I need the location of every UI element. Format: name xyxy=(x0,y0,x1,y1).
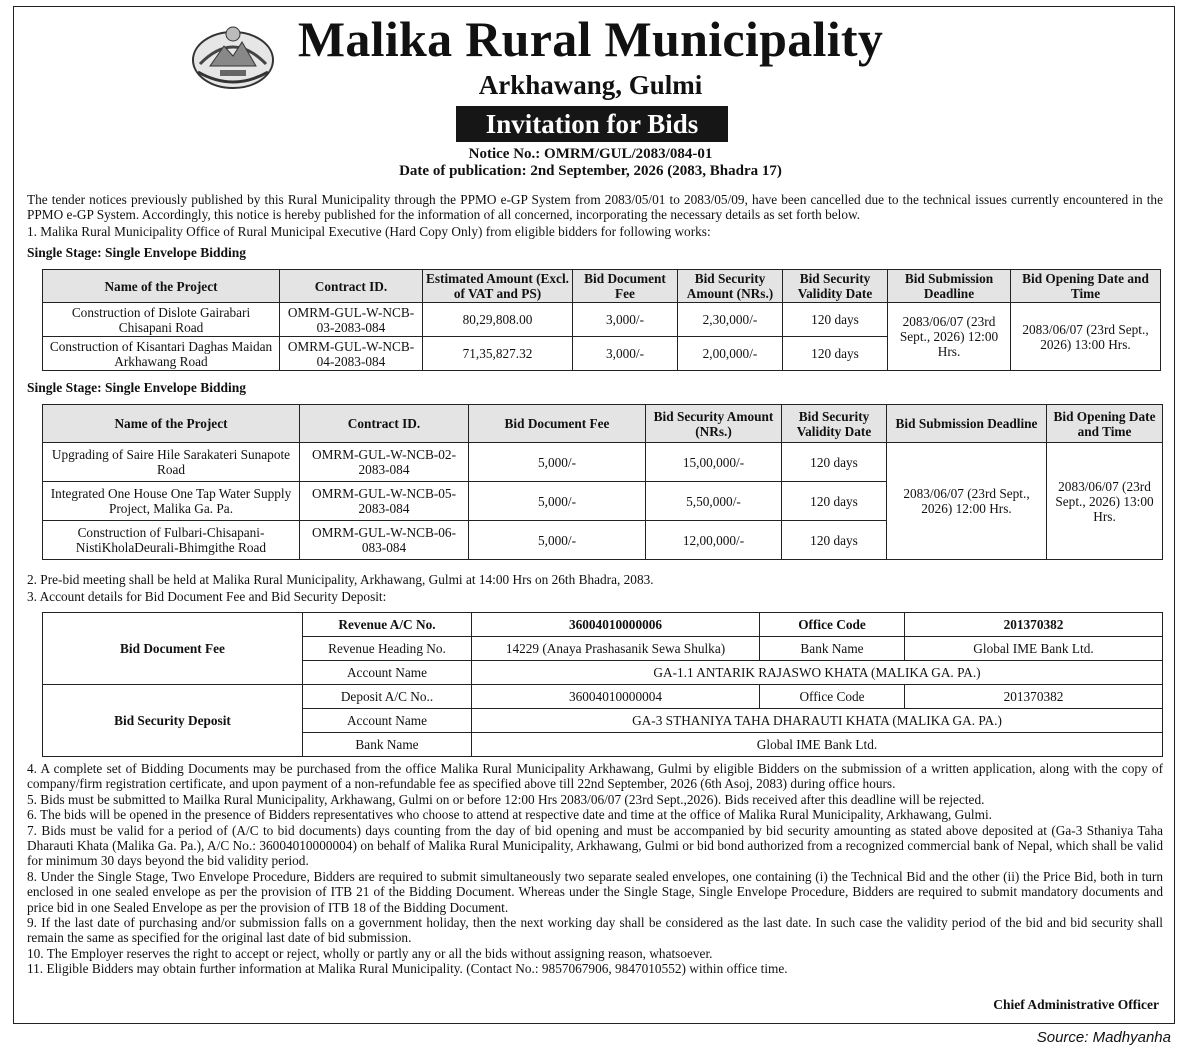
cell: 120 days xyxy=(783,303,888,337)
cell: Bank Name xyxy=(303,733,472,757)
point-5: 5. Bids must be submitted to Mailka Rural Municipality, Arkhawang, Gulmi on or before 12:00 Hrs 2083/06/07 (23rd Sept.,2026). Bids received after this deadline will be rejected. xyxy=(27,791,985,807)
cell: Office Code xyxy=(760,613,905,637)
point-8: 8. Under the Single Stage, Two Envelope Procedure, Bidders are required to submit simultaneously two separate sealed envelopes, one containing (i) the Technical Bid and the other (ii) the Price Bid, both in turn enclosed in one sealed envelope as per the provision of ITB 21 of the Bidding Document. Whereas under the Single Stage, Single Envelope Procedure, Bidders are required to submit mandatory documents and price bid in one Sealed Envelope as per the provision of ITB 18 of the Bidding Document. xyxy=(27,868,1163,915)
point-3: 3. Account details for Bid Document Fee and Bid Security Deposit: xyxy=(27,589,387,604)
cell: 80,29,808.00 xyxy=(423,303,573,337)
cell: 120 days xyxy=(783,337,888,371)
col-opening: Bid Opening Date and Time xyxy=(1011,270,1161,303)
cell: 5,000/- xyxy=(469,443,646,482)
cell: GA-3 STHANIYA TAHA DHARAUTI KHATA (MALIKA GA. PA.) xyxy=(472,709,1163,733)
table-row xyxy=(43,613,1163,637)
source-credit: Source: Madhyanha xyxy=(1036,1029,1171,1046)
table1-heading: Single Stage: Single Envelope Bidding xyxy=(27,245,247,260)
col-validity: Bid Security Validity Date xyxy=(782,405,887,443)
cell: 36004010000006 xyxy=(472,613,760,637)
cell: 2,00,000/- xyxy=(678,337,783,371)
point-6: 6. The bids will be opened in the presence of Bidders representatives who choose to attend at respective date and time at the office of Malika Rural Municipality, Arkhawang, Gulmi. xyxy=(27,807,992,823)
cell: Construction of Fulbari-Chisapani-NistiKholaDeurali-Bhimgithe Road xyxy=(43,521,300,560)
cell: Office Code xyxy=(760,685,905,709)
cell: Account Name xyxy=(303,709,472,733)
cell: OMRM-GUL-W-NCB-06-083-084 xyxy=(300,521,469,560)
point-7: 7. Bids must be valid for a period of (A/C to bid documents) days counting from the day of bid opening and must be accompanied by bid security amounting as stated above deposited at (Ga-3 Sthaniya Taha Dharauti Khata (Malika Ga. Pa.), A/C No.: 36004010000004) on behalf of Malika Rural Municipality, Arkhawang, Gulmi or bid bond authorized from a recognized commercial bank of Nepal, which shall be valid for minimum 30 days beyond the bid validity period. xyxy=(27,822,1163,869)
point-9: 9. If the last date of purchasing and/or submission falls on a government holiday, then the next working day shall be considered as the last date. In such case the validity period of the bid and bid security shall remain the same as specified for the original last date of bid submission. xyxy=(27,915,1163,946)
notice-number: Notice No.: OMRM/GUL/2083/084-01 xyxy=(468,146,713,162)
cell: Deposit A/C No.. xyxy=(303,685,472,709)
cell: Bank Name xyxy=(760,637,905,661)
bids-table-1 xyxy=(42,269,1161,371)
invitation-banner: Invitation for Bids xyxy=(456,106,728,142)
cell: 2,30,000/- xyxy=(678,303,783,337)
deadline-cell: 2083/06/07 (23rd Sept., 2026) 12:00 Hrs. xyxy=(888,303,1011,371)
intro-paragraph: The tender notices previously published by this Rural Municipality through the PPMO e-GP System from 2083/05/01 to 2083/05/09, have been cancelled due to the technical issues currently encountered in the PPMO e-GP System. Accordingly, this notice is hereby published for the information of all concerned, incorporating the necessary details as set forth below. xyxy=(27,192,1163,223)
col-doc-fee: Bid Document Fee xyxy=(573,270,678,303)
point-10: 10. The Employer reserves the right to accept or reject, wholly or partly any or all the bids without assigning reason, whatsoever. xyxy=(27,945,713,961)
cell: Account Name xyxy=(303,661,472,685)
cell: Construction of Dislote Gairabari Chisapani Road xyxy=(43,303,280,337)
cell: Global IME Bank Ltd. xyxy=(905,637,1163,661)
table2-heading: Single Stage: Single Envelope Bidding xyxy=(27,380,247,395)
cell: 71,35,827.32 xyxy=(423,337,573,371)
cell: 5,50,000/- xyxy=(646,482,782,521)
cell: 120 days xyxy=(782,482,887,521)
table-row xyxy=(43,685,1163,709)
opening-cell: 2083/06/07 (23rd Sept., 2026) 13:00 Hrs. xyxy=(1011,303,1161,371)
opening-cell: 2083/06/07 (23rd Sept., 2026) 13:00 Hrs. xyxy=(1047,443,1163,560)
notice-info xyxy=(0,146,1181,180)
cell: Global IME Bank Ltd. xyxy=(472,733,1163,757)
cell: 120 days xyxy=(782,443,887,482)
point-4: 4. A complete set of Bidding Documents may be purchased from the office Malika Rural Municipality Arkhawang, Gulmi by eligible Bidders on the submission of a written application, along with the copy of company/firm registration certificate, and upon payment of a non-refundable fee as specified above till 22nd September, 2026 (6th Asoj, 2083) during office hours. xyxy=(27,761,1163,792)
cell: OMRM-GUL-W-NCB-04-2083-084 xyxy=(280,337,423,371)
cell: OMRM-GUL-W-NCB-03-2083-084 xyxy=(280,303,423,337)
cell: Revenue Heading No. xyxy=(303,637,472,661)
signature: Chief Administrative Officer xyxy=(993,997,1159,1012)
fee-label: Bid Document Fee xyxy=(43,613,303,685)
col-estimate: Estimated Amount (Excl. of VAT and PS) xyxy=(423,270,573,303)
col-doc-fee: Bid Document Fee xyxy=(469,405,646,443)
cell: 201370382 xyxy=(905,613,1163,637)
col-project: Name of the Project xyxy=(43,270,280,303)
cell: 14229 (Anaya Prashasanik Sewa Shulka) xyxy=(472,637,760,661)
page-title: Malika Rural Municipality xyxy=(297,11,884,67)
point-1: 1. Malika Rural Municipality Office of Rural Municipal Executive (Hard Copy Only) from eligible bidders for following works: xyxy=(27,224,711,239)
publication-date: Date of publication: 2nd September, 2026 (2083, Bhadra 17) xyxy=(399,163,782,179)
col-security: Bid Security Amount (NRs.) xyxy=(678,270,783,303)
cell: OMRM-GUL-W-NCB-02-2083-084 xyxy=(300,443,469,482)
cell: 3,000/- xyxy=(573,303,678,337)
cell: 12,00,000/- xyxy=(646,521,782,560)
table-row xyxy=(43,443,1163,482)
cell: Construction of Kisantari Daghas Maidan Arkhawang Road xyxy=(43,337,280,371)
bids-table-2 xyxy=(42,404,1163,560)
cell: OMRM-GUL-W-NCB-05-2083-084 xyxy=(300,482,469,521)
col-contract: Contract ID. xyxy=(300,405,469,443)
cell: Revenue A/C No. xyxy=(303,613,472,637)
table-header-row xyxy=(43,270,1161,303)
cell: 5,000/- xyxy=(469,482,646,521)
point-11: 11. Eligible Bidders may obtain further information at Malika Rural Municipality. (Contact No.: 9857067906, 9847010552) within office time. xyxy=(27,961,788,977)
cell: 201370382 xyxy=(905,685,1163,709)
col-validity: Bid Security Validity Date xyxy=(783,270,888,303)
col-project: Name of the Project xyxy=(43,405,300,443)
col-contract: Contract ID. xyxy=(280,270,423,303)
col-opening: Bid Opening Date and Time xyxy=(1047,405,1163,443)
table-header-row xyxy=(43,405,1163,443)
deposit-label: Bid Security Deposit xyxy=(43,685,303,757)
points-list xyxy=(27,761,1163,977)
cell: 36004010000004 xyxy=(472,685,760,709)
deadline-cell: 2083/06/07 (23rd Sept., 2026) 12:00 Hrs. xyxy=(887,443,1047,560)
point-2: 2. Pre-bid meeting shall be held at Malika Rural Municipality, Arkhawang, Gulmi at 14:00 Hrs on 26th Bhadra, 2083. xyxy=(27,572,654,587)
cell: 5,000/- xyxy=(469,521,646,560)
cell: 15,00,000/- xyxy=(646,443,782,482)
table-row xyxy=(43,303,1161,337)
cell: Upgrading of Saire Hile Sarakateri Sunapote Road xyxy=(43,443,300,482)
page-subtitle: Arkhawang, Gulmi xyxy=(478,70,703,100)
account-details-table xyxy=(42,612,1163,757)
cell: 120 days xyxy=(782,521,887,560)
col-security: Bid Security Amount (NRs.) xyxy=(646,405,782,443)
cell: 3,000/- xyxy=(573,337,678,371)
cell: Integrated One House One Tap Water Supply Project, Malika Ga. Pa. xyxy=(43,482,300,521)
cell: GA-1.1 ANTARIK RAJASWO KHATA (MALIKA GA. PA.) xyxy=(472,661,1163,685)
col-deadline: Bid Submission Deadline xyxy=(888,270,1011,303)
col-deadline: Bid Submission Deadline xyxy=(887,405,1047,443)
